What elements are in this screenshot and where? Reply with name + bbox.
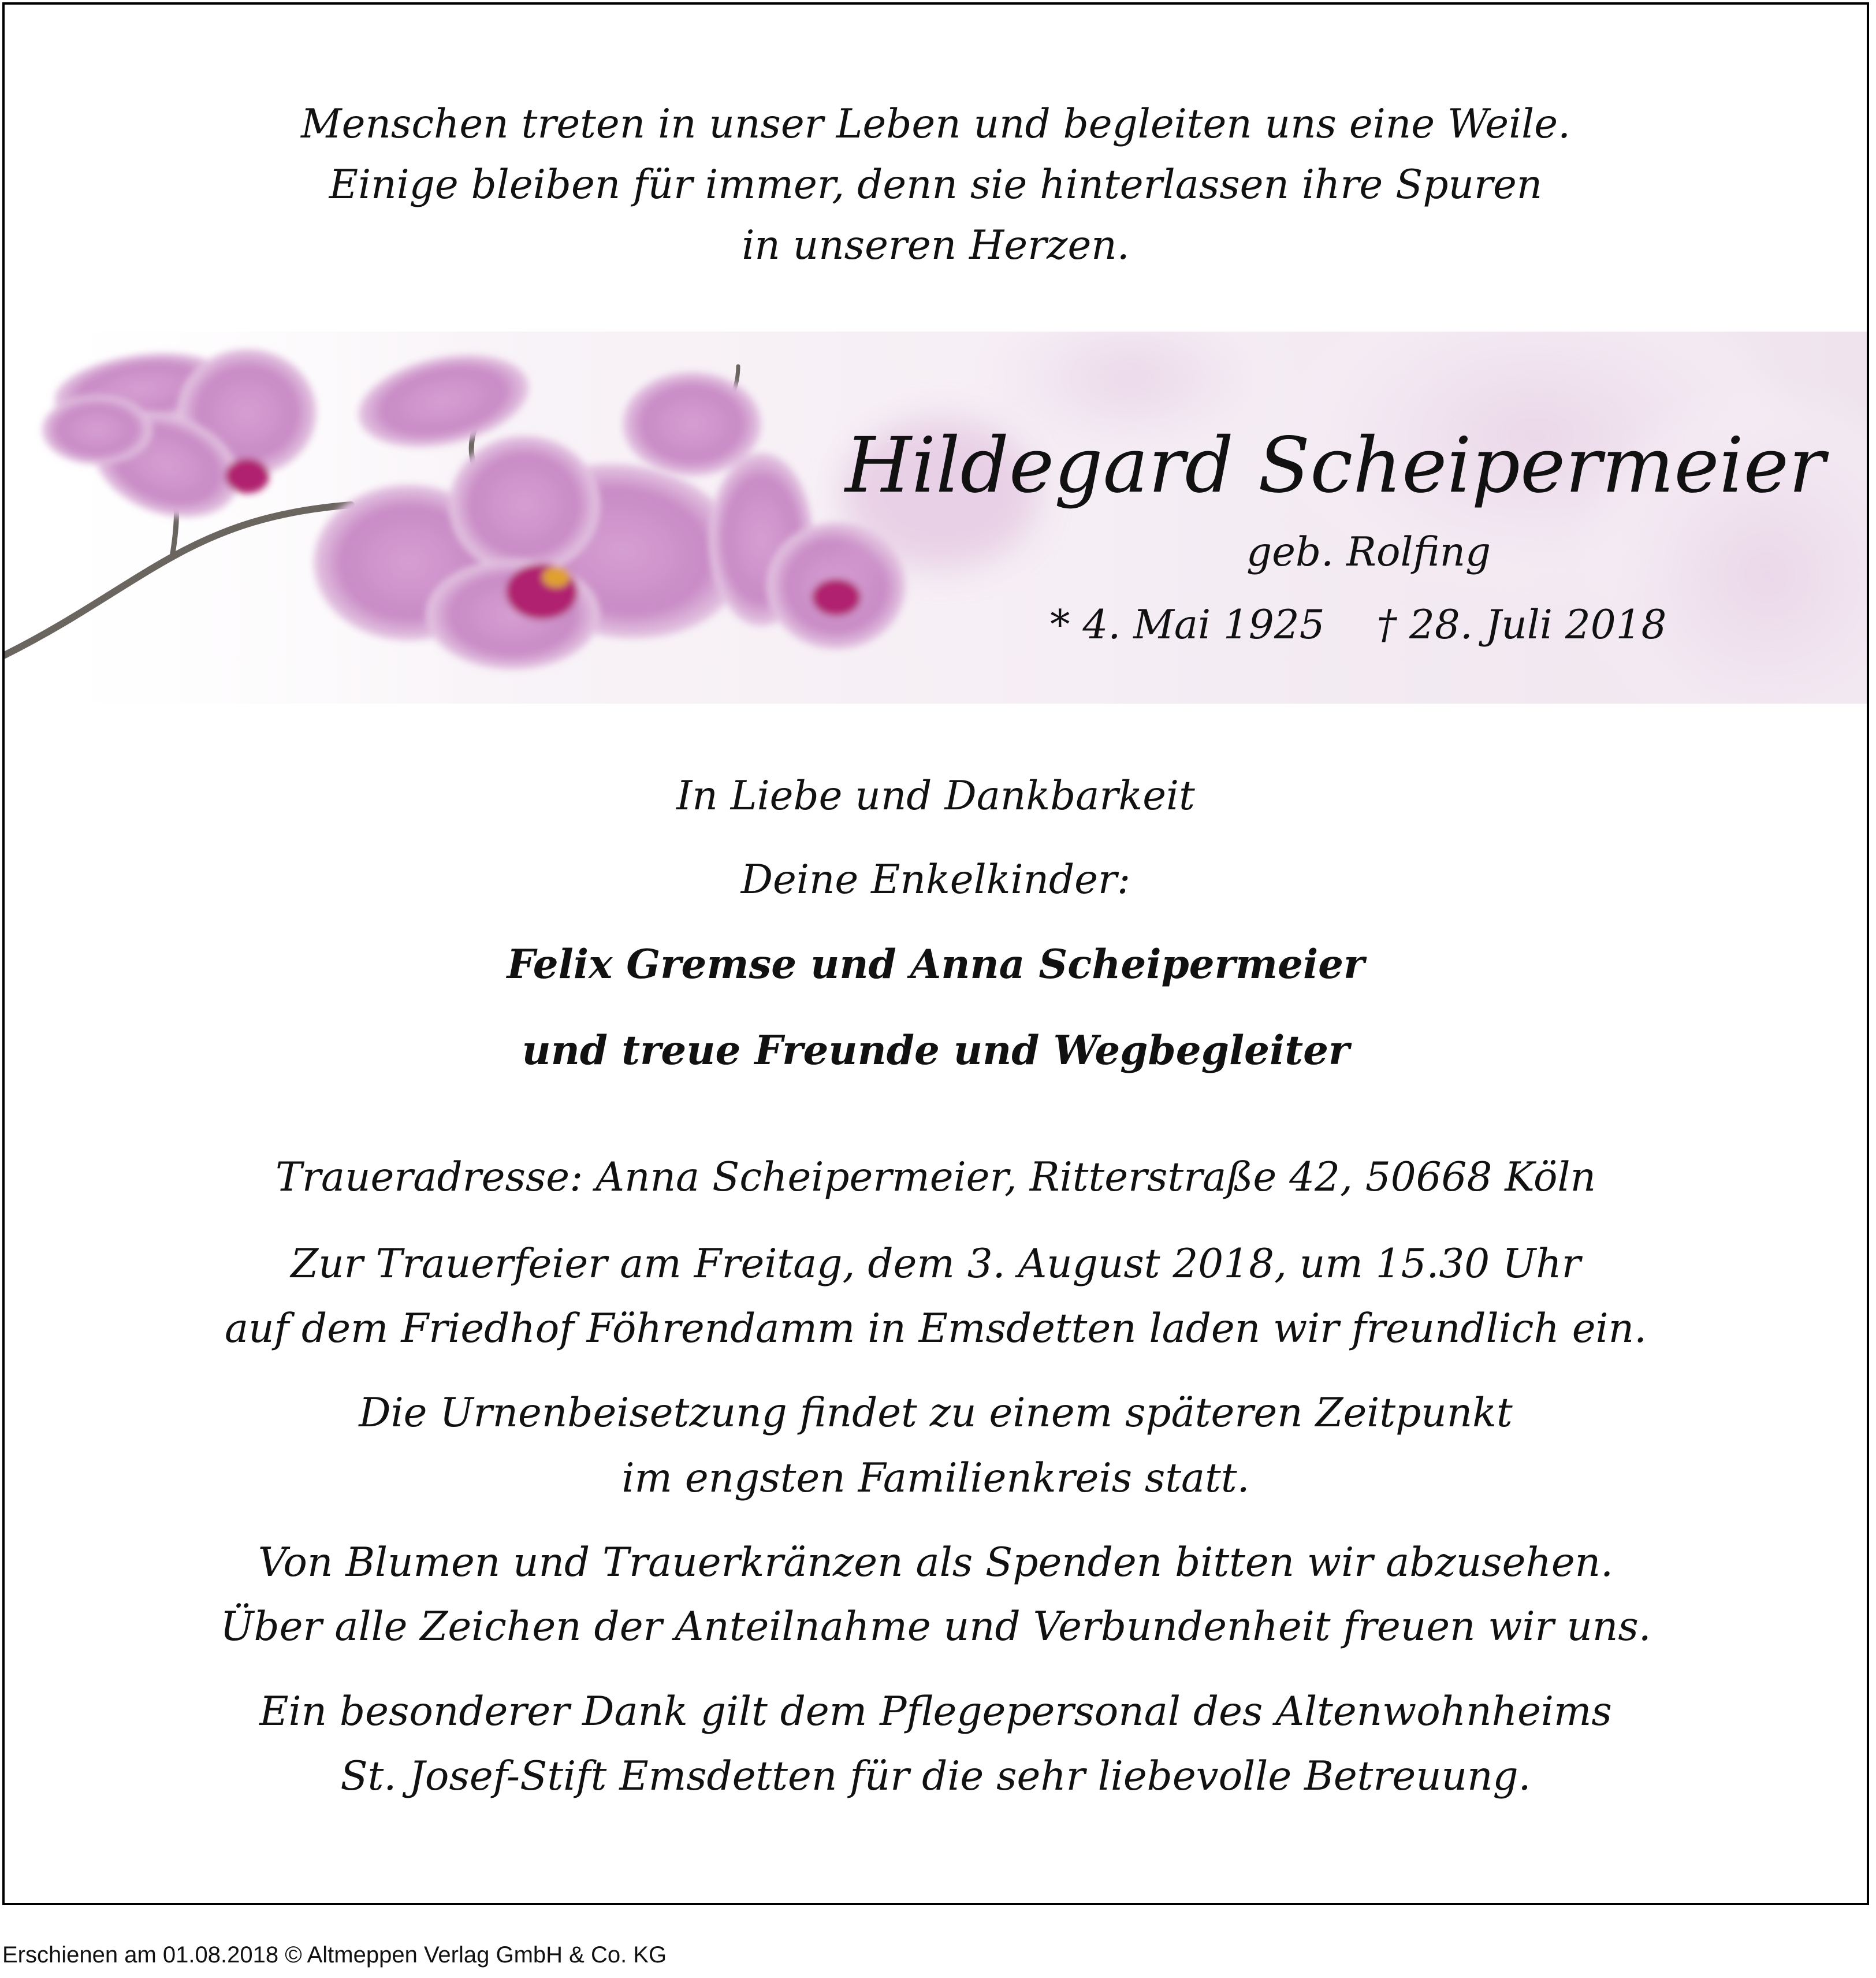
urn-line-1: Die Urnenbeisetzung findet zu einem späteren Zeitpunkt [359, 1390, 1513, 1436]
maiden-name: geb. Rolfing [1246, 529, 1491, 575]
publication-credit: Erschienen am 01.08.2018 © Altmeppen Verlag GmbH & Co. KG [2, 1942, 667, 1968]
flowers-line-1: Von Blumen und Trauerkränzen als Spenden bitten wir abzusehen. [258, 1540, 1614, 1586]
motto-line-2: Einige bleiben für immer, denn sie hinterlassen ihre Spuren [329, 162, 1543, 208]
flowers-line-2: Über alle Zeichen der Anteilnahme und Verbundenheit freuen wir uns. [220, 1604, 1651, 1650]
deceased-name: Hildegard Scheipermeier [844, 421, 1825, 510]
mourners-intro: In Liebe und Dankbarkeit [676, 773, 1195, 819]
obituary-notice [2, 2, 1869, 1905]
ceremony-line-1: Zur Trauerfeier am Freitag, dem 3. August 2018, um 15.30 Uhr [291, 1241, 1581, 1287]
thanks-line-1: Ein besonderer Dank gilt dem Pflegepersonal des Altenwohnheims [259, 1689, 1612, 1735]
birth-date: * 4. Mai 1925 [1050, 602, 1325, 648]
mourners-others: und treue Freunde und Wegbegleiter [522, 1027, 1350, 1074]
mourning-address: Traueradresse: Anna Scheipermeier, Ritterstraße 42, 50668 Köln [275, 1154, 1596, 1200]
orchid-banner [5, 332, 1869, 704]
mourners-relation: Deine Enkelkinder: [740, 857, 1131, 903]
death-date: † 28. Juli 2018 [1376, 602, 1667, 648]
life-dates [1050, 602, 1667, 648]
motto-line-1: Menschen treten in unser Leben und begleiten uns eine Weile. [300, 101, 1571, 147]
mourners-names: Felix Gremse und Anna Scheipermeier [507, 941, 1365, 988]
urn-line-2: im engsten Familienkreis statt. [621, 1455, 1250, 1501]
ceremony-line-2: auf dem Friedhof Föhrendamm in Emsdetten laden wir freundlich ein. [225, 1306, 1647, 1352]
motto-line-3: in unseren Herzen. [742, 222, 1130, 269]
thanks-line-2: St. Josef-Stift Emsdetten für die sehr liebevolle Betreuung. [340, 1753, 1531, 1799]
